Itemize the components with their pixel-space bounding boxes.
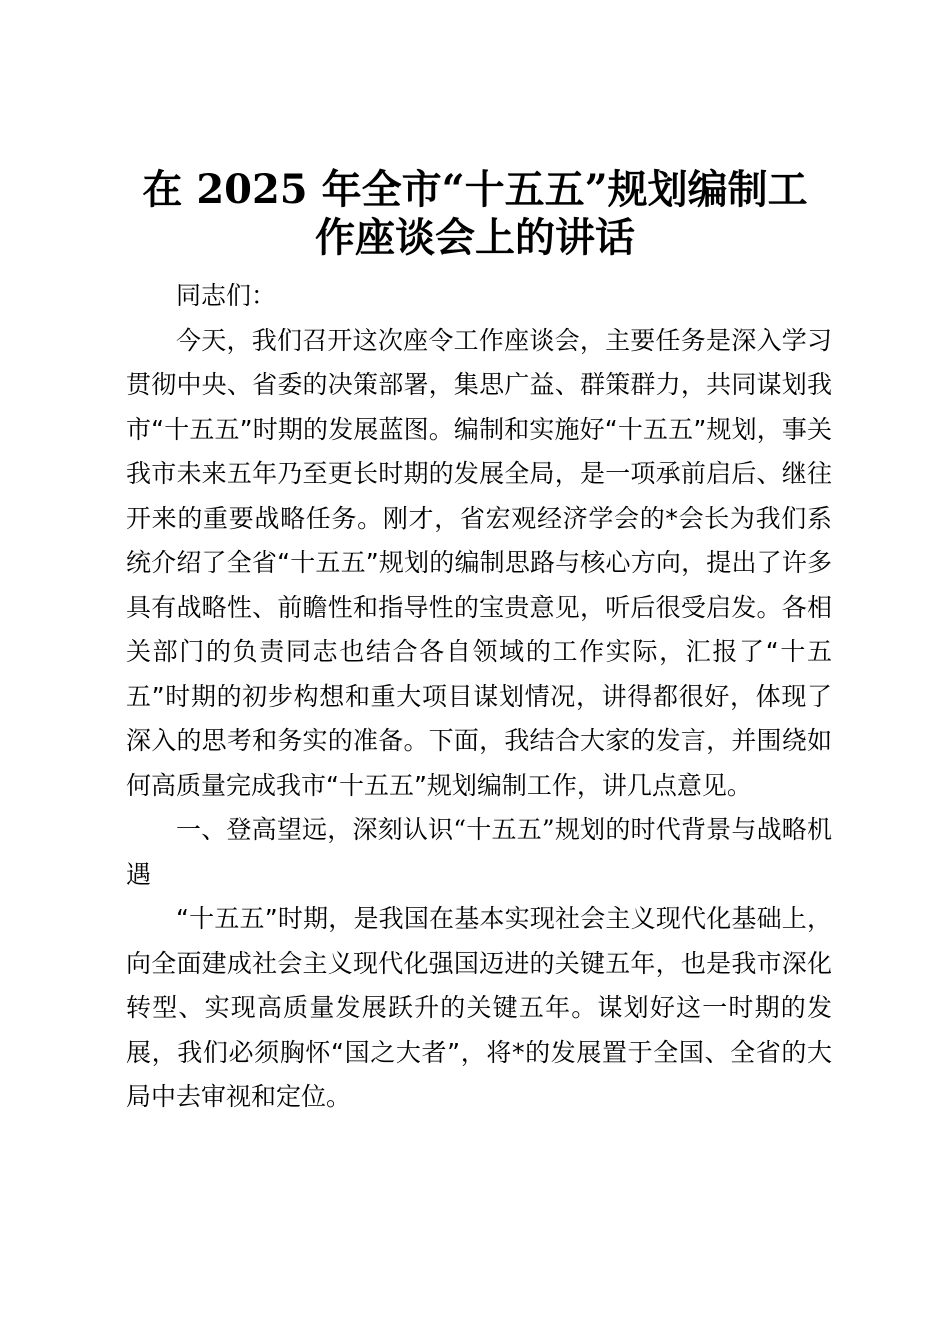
document-body [126,274,832,1120]
paragraph-opening: 今天，我们召开这次座令工作座谈会，主要任务是深入学习贯彻中央、省委的决策部署，集思广益、群策群力，共同谋划我市“十五五”时期的发展蓝图。编制和实施好“十五五”规划，事关我市未来五年乃至更长时期的发展全局，是一项承前启后、继往开来的重要战略任务。刚才，省宏观经济学会的*会长为我们系统介绍了全省“十五五”规划的编制思路与核心方向，提出了许多具有战略性、前瞻性和指导性的宝贵意见，听后很受启发。各相关部门的负责同志也结合各自领域的工作实际，汇报了“十五五”时期的初步构想和重大项目谋划情况，讲得都很好，体现了深入的思考和务实的准备。下面，我结合大家的发言，并围绕如何高质量完成我市“十五五”规划编制工作，讲几点意见。 [126,325,832,800]
paragraph-section-1: “十五五”时期，是我国在基本实现社会主义现代化基础上，向全面建成社会主义现代化强国迈进的关键五年，也是我市深化转型、实现高质量发展跃升的关键五年。谋划好这一时期的发展，我们必须胸怀“国之大者”，将*的发展置于全国、全省的大局中去审视和定位。 [126,904,832,1111]
document-title [120,166,830,262]
section-heading-1: 一、登高望远，深刻认识“十五五”规划的时代背景与战略机遇 [126,815,832,889]
title-line-2: 作座谈会上的讲话 [315,214,635,261]
salutation: 同志们： [176,281,277,310]
title-line-1: 在 2025 年全市“十五五”规划编制工 [142,166,808,213]
